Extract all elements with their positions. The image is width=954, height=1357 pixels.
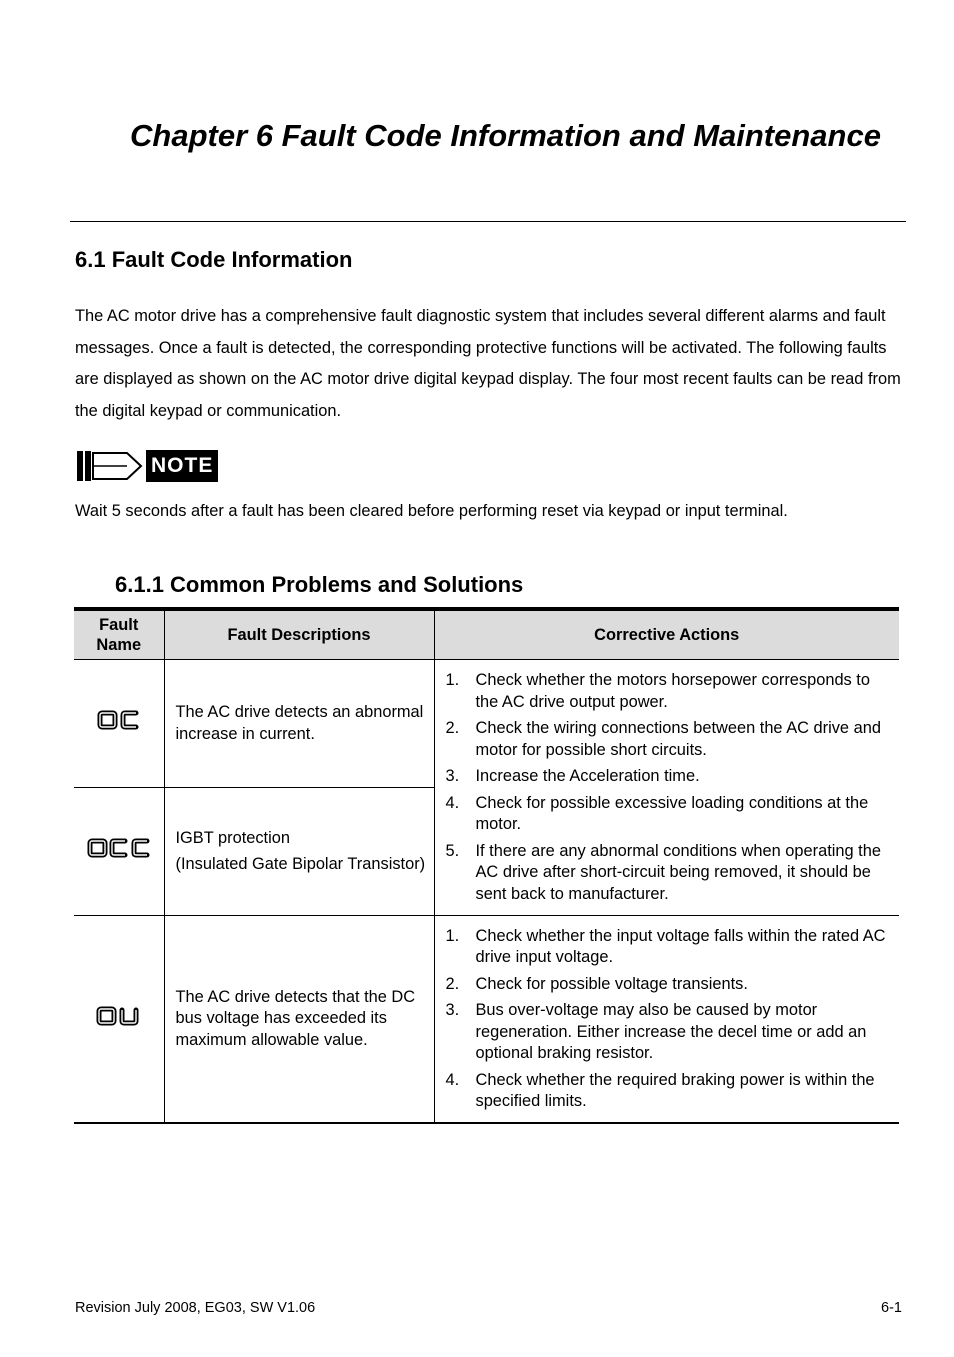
fault-description-cell (164, 916, 434, 1124)
list-item (446, 766, 892, 788)
title-divider (70, 221, 906, 222)
fault-code-occ-display (86, 837, 152, 859)
section-heading: 6.1 Fault Code Information (75, 247, 353, 272)
note-badge (75, 449, 218, 483)
fault-table (74, 607, 899, 1124)
note-pencil-icon (75, 449, 145, 483)
list-item-text: Check whether the input voltage falls within the rated AC drive input voltage. (475, 926, 886, 966)
table-row (74, 916, 899, 1124)
list-item-number: 5. (445, 841, 460, 860)
list-item-text: Check for possible excessive loading conditions at the motor. (475, 793, 869, 833)
list-item-number: 1. (445, 926, 460, 945)
list-item (446, 1000, 892, 1065)
footer-revision: Revision July 2008, EG03, SW V1.06 (75, 1300, 316, 1316)
header-fault-name (74, 609, 164, 660)
list-item-text: Bus over-voltage may also be caused by motor regeneration. Either increase the decel time or add an optional braking resistor. (475, 1001, 867, 1062)
fault-description-cell (164, 788, 434, 916)
list-item-text: Check whether the motors horsepower corresponds to the AC drive output power. (475, 671, 870, 711)
corrective-actions-cell (434, 660, 899, 916)
fault-code-ov-display (95, 1005, 143, 1027)
header-fault-descriptions: Fault Descriptions (164, 609, 434, 660)
fault-description-text: The AC drive detects that the DC bus voltage has exceeded its maximum allowable value. (175, 987, 416, 1049)
corrective-actions-list (446, 926, 892, 1113)
list-item-number: 2. (445, 719, 460, 737)
list-item (446, 974, 892, 996)
chapter-title: Chapter 6 Fault Code Information and Maintenance (130, 118, 881, 153)
list-item-number: 3. (445, 767, 460, 785)
fault-code-oc-display (96, 709, 142, 731)
subsection-heading: 6.1.1 Common Problems and Solutions (115, 572, 524, 597)
table-header-row (74, 609, 899, 660)
header-fault-name-line2: Name (96, 636, 142, 654)
fault-description-text: (Insulated Gate Bipolar Transistor) (175, 855, 426, 873)
list-item (446, 793, 892, 836)
list-item (446, 670, 892, 713)
list-item-text: Increase the Acceleration time. (475, 767, 700, 785)
list-item-text: If there are any abnormal conditions when operating the AC drive after short-circuit being removed, it should be sent back to manufacturer. (475, 841, 881, 903)
fault-code-cell (74, 788, 164, 916)
corrective-actions-cell (434, 916, 899, 1124)
list-item-text: Check for possible voltage transients. (475, 974, 748, 993)
corrective-actions-list (446, 670, 892, 905)
list-item-number: 2. (445, 974, 460, 993)
note-label: NOTE (146, 450, 218, 482)
fault-description-text: IGBT protection (175, 828, 290, 847)
intro-paragraph: The AC motor drive has a comprehensive fault diagnostic system that includes several different alarms and fault messages. Once a fault is detected, the corresponding protective functions will be activated. The following faults are displayed as shown on the AC motor drive digital keypad display. The four most recent faults can be read from the digital keypad or communication. (75, 307, 901, 421)
note-text: Wait 5 seconds after a fault has been cleared before performing reset via keypad or input terminal. (75, 502, 788, 520)
list-item-text: Check whether the required braking power is within the specified limits. (475, 1070, 875, 1110)
header-fault-name-line1: Fault (99, 616, 139, 634)
list-item (446, 926, 892, 969)
fault-code-cell (74, 660, 164, 788)
header-corrective-actions: Corrective Actions (434, 609, 899, 660)
table-row (74, 660, 899, 788)
list-item-number: 4. (445, 1070, 460, 1089)
list-item (446, 841, 892, 906)
list-item-number: 4. (445, 793, 460, 812)
list-item-text: Check the wiring connections between the AC drive and motor for possible short circuits. (475, 719, 881, 759)
fault-code-cell (74, 916, 164, 1124)
list-item (446, 1070, 892, 1113)
footer-page-number: 6-1 (881, 1300, 902, 1316)
list-item-number: 3. (445, 1001, 460, 1019)
fault-description-cell (164, 660, 434, 788)
list-item (446, 718, 892, 761)
list-item-number: 1. (445, 671, 460, 689)
fault-description-text: The AC drive detects an abnormal increase in current. (175, 703, 424, 743)
